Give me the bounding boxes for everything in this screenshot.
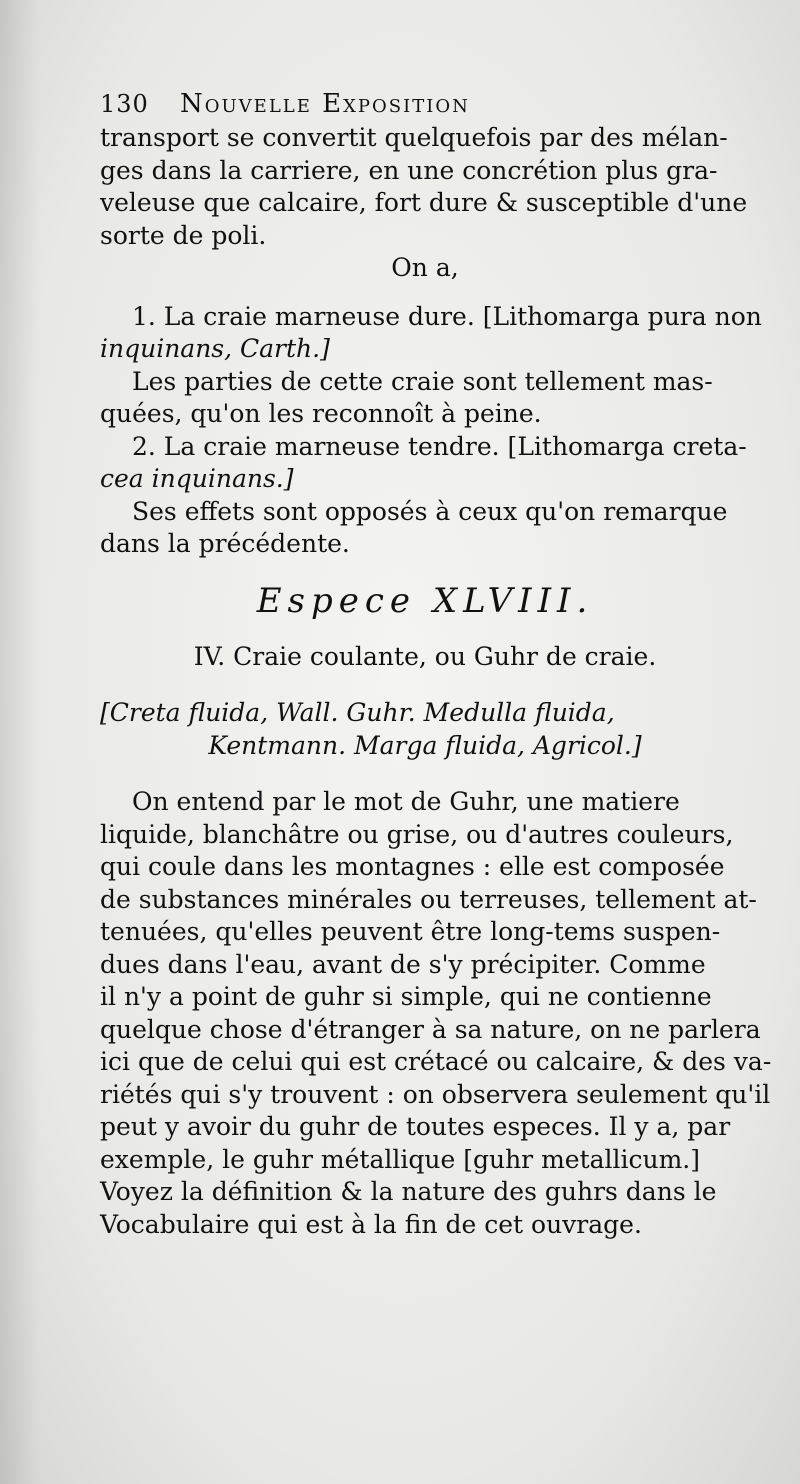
paragraph-line: Voyez la définition & la nature des guhrs dans le xyxy=(100,1177,717,1206)
paragraph-line: On entend par le mot de Guhr, une matiere xyxy=(132,787,680,816)
item-2-line: dans la précédente. xyxy=(100,529,350,558)
paragraph-line: il n'y a point de guhr si simple, qui ne contienne xyxy=(100,982,712,1011)
paragraph-line: ici que de celui qui est crétacé ou calcaire, & des va- xyxy=(100,1047,772,1076)
synonym-line: [Creta fluida, Wall. Guhr. Medulla fluida, xyxy=(100,698,615,727)
text-line: ges dans la carriere, en une concrétion plus gra- xyxy=(100,155,718,185)
paragraph-line: quelque chose d'étranger à sa nature, on ne parlera xyxy=(100,1014,761,1044)
paragraph-line: peut y avoir du guhr de toutes especes. Il y a, par xyxy=(100,1112,731,1141)
item-2-line: cea inquinans.] xyxy=(100,464,294,493)
paragraph-line: qui coule dans les montagnes : elle est composée xyxy=(100,852,725,881)
text-line: veleuse que calcaire, fort dure & susceptible d'une xyxy=(100,188,748,217)
item-1-line: quées, qu'on les reconnoît à peine. xyxy=(100,399,542,428)
paragraph-line: liquide, blanchâtre ou grise, ou d'autres couleurs, xyxy=(100,819,734,849)
section-heading: IV. Craie coulante, ou Guhr de craie. xyxy=(193,641,657,671)
paragraph-line: Vocabulaire qui est à la fin de cet ouvrage. xyxy=(100,1209,642,1239)
running-title: Nouvelle Exposition xyxy=(180,89,470,119)
item-1-line: inquinans, Carth.] xyxy=(100,334,330,363)
text-line: sorte de poli. xyxy=(100,220,267,250)
espece-heading: Espece XLVIII. xyxy=(256,580,594,621)
page-number: 130 xyxy=(100,90,149,118)
running-header xyxy=(100,88,750,122)
item-1-line: Les parties de cette craie sont tellement mas- xyxy=(132,366,713,396)
paragraph-line: tenuées, qu'elles peuvent être long-tems suspen- xyxy=(100,917,721,946)
paragraph-line: riétés qui s'y trouvent : on observera seulement qu'il xyxy=(100,1079,771,1109)
paragraph-line: de substances minérales ou terreuses, tellement at- xyxy=(100,884,757,914)
synonym-line: Kentmann. Marga fluida, Agricol.] xyxy=(208,730,642,760)
on-a-heading: On a, xyxy=(391,253,459,282)
item-1-line: 1. La craie marneuse dure. [Lithomarga pura non xyxy=(132,301,762,331)
paragraph-line: dues dans l'eau, avant de s'y précipiter. Comme xyxy=(100,949,706,979)
item-2-line: 2. La craie marneuse tendre. [Lithomarga creta- xyxy=(132,431,747,461)
item-2-line: Ses effets sont opposés à ceux qu'on remarque xyxy=(132,496,728,526)
page-text xyxy=(100,88,772,1241)
text-line: transport se convertit quelquefois par des mélan- xyxy=(100,123,728,152)
gutter-shadow xyxy=(0,0,40,1484)
paragraph-line: exemple, le guhr métallique [guhr metallicum.] xyxy=(100,1144,701,1174)
